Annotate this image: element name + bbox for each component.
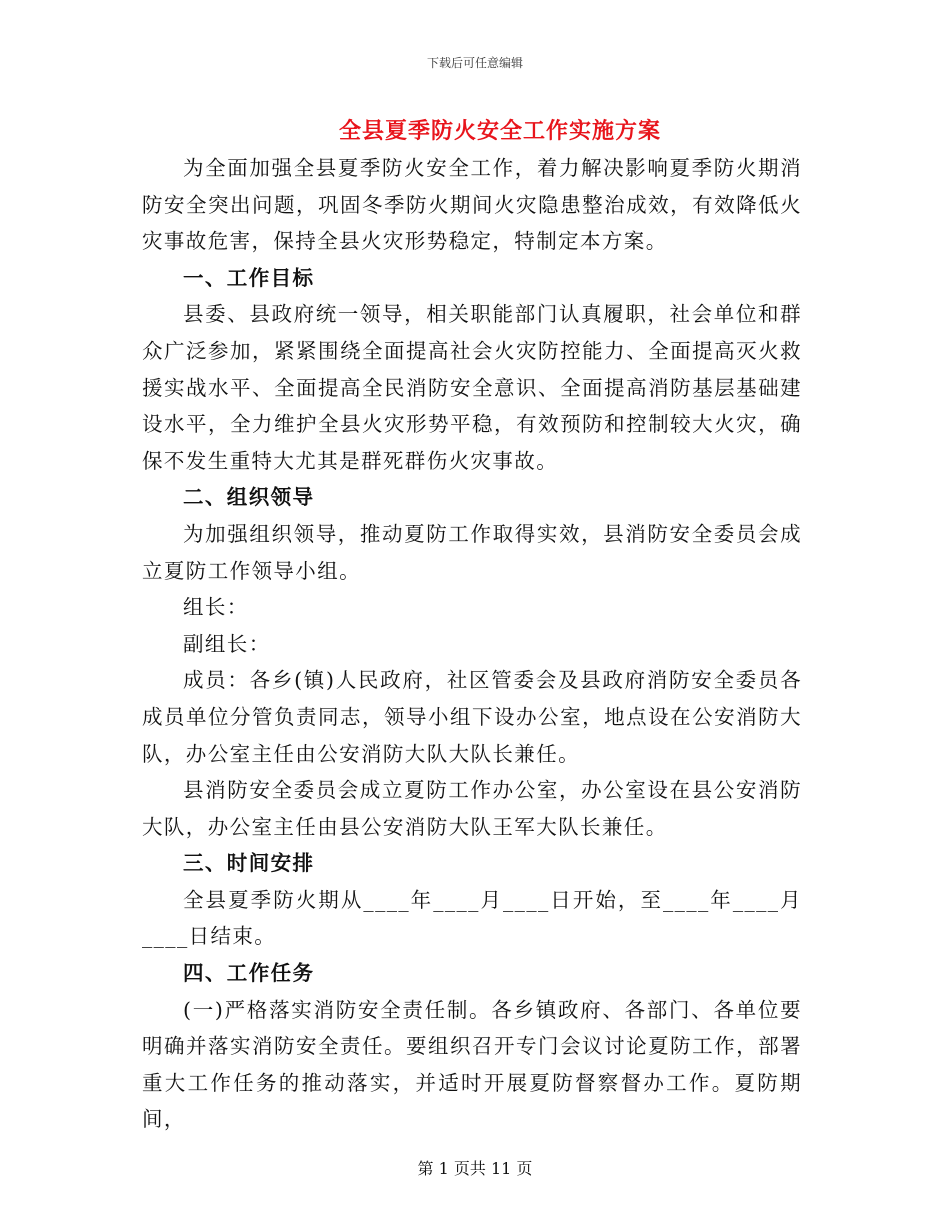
section-heading-schedule: 三、时间安排: [183, 851, 315, 876]
header-note: 下载后可任意编辑: [426, 56, 523, 70]
page-number: 第 1 页共 11 页: [417, 1159, 533, 1178]
office-paragraph: 县消防安全委员会成立夏防工作办公室，办公室设在县公安消防大队，办公室主任由县公安消防大队王军大队长兼任。: [142, 778, 802, 839]
document-body: [142, 150, 802, 1138]
members-paragraph: 成员：各乡(镇)人民政府，社区管委会及县政府消防安全委员各成员单位分管负责同志，领导小组下设办公室，地点设在公安消防大队，办公室主任由公安消防大队大队长兼任。: [142, 668, 803, 766]
section-heading-tasks: 四、工作任务: [183, 961, 315, 986]
schedule-paragraph: 全县夏季防火期从____年____月____日开始，至____年____月____日结束。: [142, 887, 802, 949]
section-heading-leadership: 二、组织领导: [183, 485, 315, 510]
tasks-paragraph-1: (一)严格落实消防安全责任制。各乡镇政府、各部门、各单位要明确并落实消防安全责任。要组织召开专门会议讨论夏防工作，部署重大工作任务的推动落实，并适时开展夏防督察督办工作。夏防期间，: [142, 997, 802, 1132]
document-title: 全县夏季防火安全工作实施方案: [338, 118, 661, 144]
section-heading-goals: 一、工作目标: [183, 265, 315, 290]
goals-paragraph: 县委、县政府统一领导，相关职能部门认真履职，社会单位和群众广泛参加，紧紧围绕全面提高社会火灾防控能力、全面提高灭火救援实战水平、全面提高全民消防安全意识、全面提高消防基层基础建设水平，全力维护全县火灾形势平稳，有效预防和控制较大火灾，确保不发生重特大尤其是群死群伤火灾事故。: [142, 302, 802, 473]
leadership-paragraph: 为加强组织领导，推动夏防工作取得实效，县消防安全委员会成立夏防工作领导小组。: [142, 521, 802, 583]
deputy-leader-line: 副组长：: [183, 631, 271, 656]
intro-paragraph: 为全面加强全县夏季防火安全工作，着力解决影响夏季防火期消防安全突出问题，巩固冬季防火期间火灾隐患整治成效，有效降低火灾事故危害，保持全县火灾形势稳定，特制定本方案。: [142, 156, 802, 254]
team-leader-line: 组长：: [183, 595, 249, 620]
